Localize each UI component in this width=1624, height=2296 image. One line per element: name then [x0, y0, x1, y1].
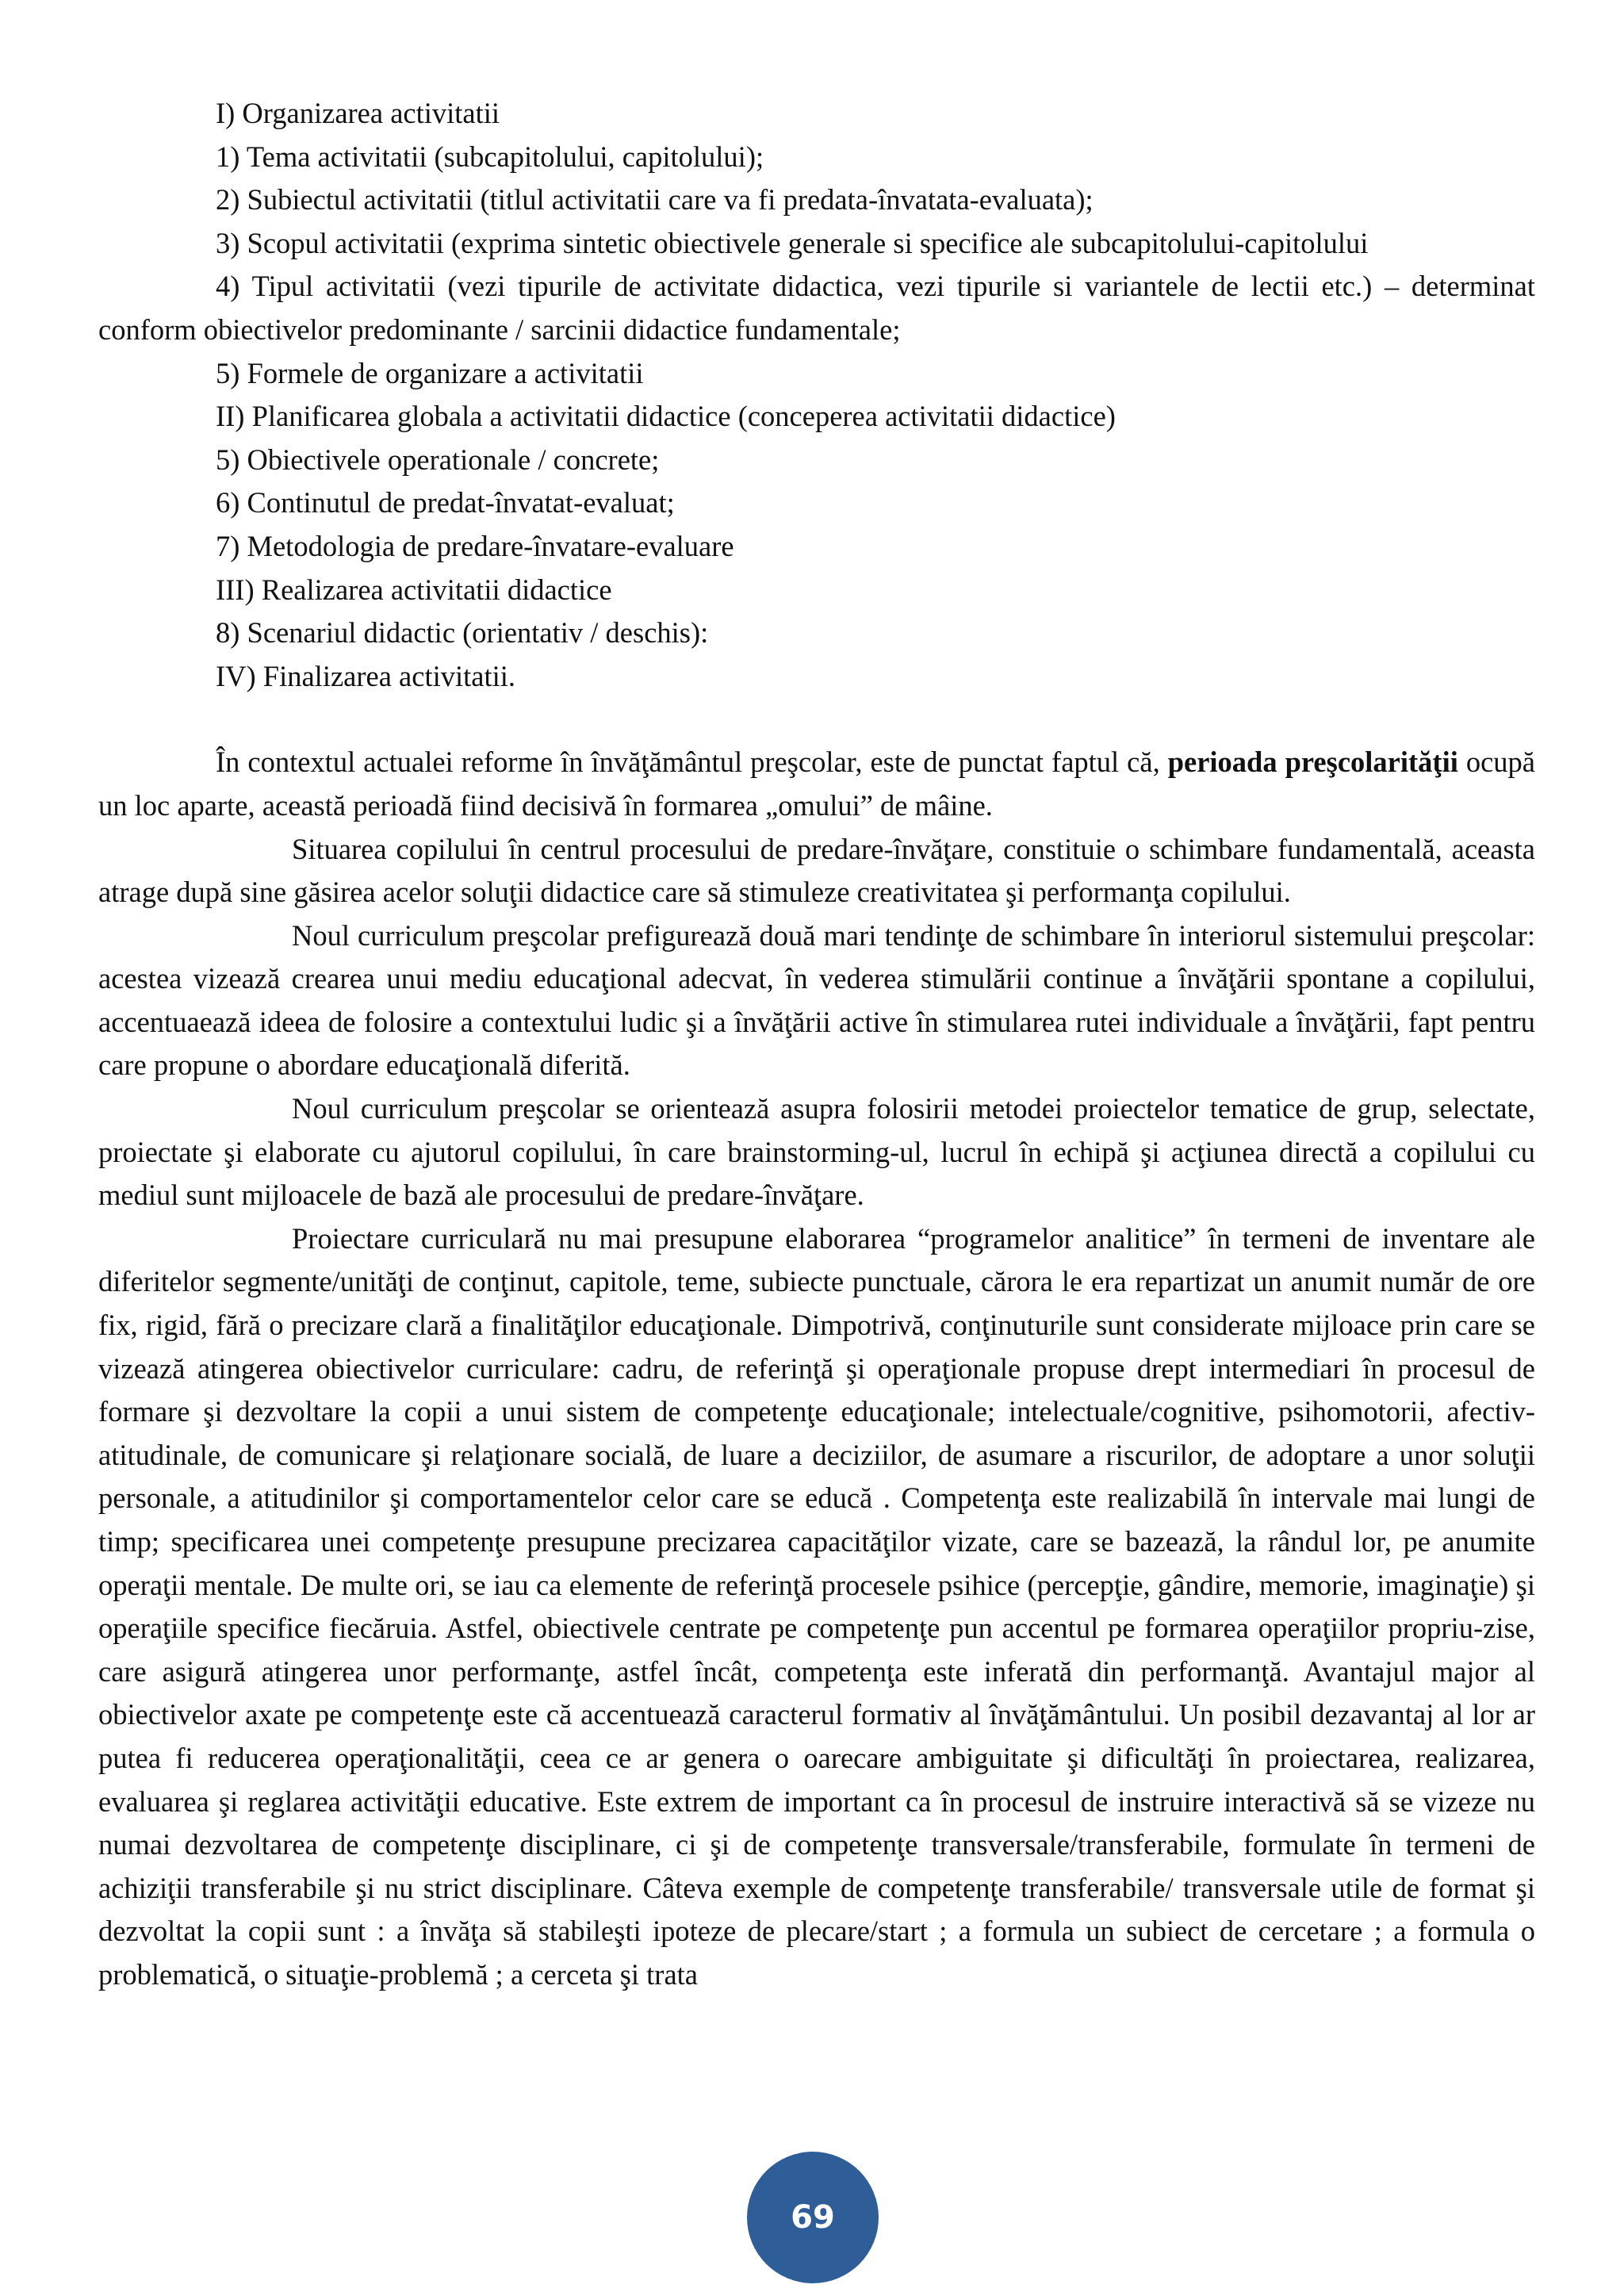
outline-item: III) Realizarea activitatii didactice [216, 573, 612, 606]
outline-item: 2) Subiectul activitatii (titlul activitatii care va fi predata-învatata-evaluata); [216, 183, 1094, 217]
outline-item: 8) Scenariul didactic (orientativ / deschis): [216, 616, 709, 650]
outline-item: 7) Metodologia de predare-învatare-evaluare [216, 529, 734, 562]
outline-item: 5) Formele de organizare a activitatii [216, 356, 644, 389]
outline-item: 3) Scopul activitatii (exprima sintetic obiectivele generale si specifice ale subcapitolului-capitolului [216, 226, 1369, 259]
outline-item: I) Organizarea activitatii [216, 97, 500, 129]
outline-item: 4) Tipul activitatii (vezi tipurile de activitate didactica, vezi tipurile si variantele de lectii etc.) – determinat conform obiectivelor predominante / sarcinii didactice fundamentale; [98, 270, 1535, 346]
page-number: 69 [791, 2199, 835, 2236]
paragraph: Noul curriculum preşcolar prefigurează două mari tendinţe de schimbare în interiorul sistemului preşcolar: acestea vizează crearea unui mediu educaţional adecvat, în vederea stimulării continue a învăţării spontane a copilului, accentuaează ideea de folosire a contextului ludic şi a învăţării active în stimularea rutei individuale a învăţării, fapt pentru care propune o abordare educaţională diferită. [98, 918, 1535, 1082]
paragraph-text: În contextul actualei reforme în învăţământul preşcolar, este de punctat faptul că, [216, 746, 1168, 779]
outline-item: 5) Obiectivele operationale / concrete; [216, 443, 660, 476]
emphasis-text: perioada preşcolarităţii [1167, 746, 1458, 779]
paragraph: Proiectare curriculară nu mai presupune elaborarea “programelor analitice” în termeni de inventare ale diferitelor segmente/unităţi de conţinut, capitole, teme, subiecte punctuale, cărora le era repartizat un anumit număr de ore fix, rigid, fără o precizare clară a finalităţilor educaţionale. Dimpotrivă, conţinuturile sunt considerate mijloace prin care se vizează atingerea obiectivelor curriculare: cadru, de referinţă şi operaţionale propuse drept intermediari în procesul de formare şi dezvoltare la copii a unui sistem de competenţe educaţionale; intelectuale/cognitive, psihomotorii, afectiv-atitudinale, de comunicare şi relaţionare socială, de luare a deciziilor, de asumare a riscurilor, de adoptare a unor soluţii personale, a atitudinilor şi comportamentelor celor care se educă . Competenţa este realizabilă în intervale mai lungi de timp; specificarea unei competenţe presupune precizarea capacităţilor vizate, care se bazează, la rândul lor, pe anumite operaţii mentale. De multe ori, se iau ca elemente de referinţă procesele psihice (percepţie, gândire, memorie, imaginaţie) şi operaţiile specifice fiecăruia. Astfel, obiectivele centrate pe competenţe pun accentul pe formarea operaţiilor propriu-zise, care asigură atingerea unor performanţe, astfel încât, competenţa este inferată din performanţă. Avantajul major al obiectivelor axate pe competenţe este că accentuează caracterul formativ al învăţământului. Un posibil dezavantaj al lor ar putea fi reducerea operaţionalităţii, ceea ce ar genera o oarecare ambiguitate şi dificultăţi în proiectarea, realizarea, evaluarea şi reglarea activităţii educative. Este extrem de important ca în procesul de instruire interactivă să se vizeze nu numai dezvoltarea de competenţe disciplinare, ci şi de competenţe transversale/transferabile, formulate în termeni de achiziţii transferabile şi nu strict disciplinare. Câteva exemple de competenţe transferabile/ transversale utile de format şi dezvoltat la copii sunt : a învăţa să stabileşti ipoteze de plecare/start ; a formula un subiect de cercetare ; a formula o problematică, o situaţie-problemă ; a cerceta şi trata [98, 1221, 1535, 1991]
page-body [98, 92, 1535, 1997]
paragraph-text: ocupă un loc aparte, această perioadă fiind decisivă în formarea „omului” de mâine. [98, 746, 1535, 822]
paragraph-preschool-period [98, 741, 1535, 827]
paragraph: Situarea copilului în centrul procesului de predare-învăţare, constituie o schimbare fundamentală, aceasta atrage după sine găsirea acelor soluţii didactice care să stimuleze creativitatea şi performanţa copilului. [98, 832, 1535, 909]
outline-item: 1) Tema activitatii (subcapitolului, capitolului); [216, 140, 764, 173]
outline-item: II) Planificarea globala a activitatii didactice (conceperea activitatii didactice) [216, 400, 1116, 433]
outline-item: IV) Finalizarea activitatii. [216, 659, 516, 692]
page-number-badge [747, 2152, 879, 2283]
paragraph: Noul curriculum preşcolar se orientează asupra folosirii metodei proiectelor tematice de grup, selectate, proiectate şi elaborate cu ajutorul copilului, în care brainstorming-ul, lucrul în echipă şi acţiunea directă a copilului cu mediul sunt mijloacele de bază ale procesului de predare-învăţare. [98, 1092, 1535, 1212]
outline-item: 6) Continutul de predat-învatat-evaluat; [216, 486, 675, 519]
body-text [98, 741, 1535, 1996]
lesson-outline [98, 92, 1535, 698]
